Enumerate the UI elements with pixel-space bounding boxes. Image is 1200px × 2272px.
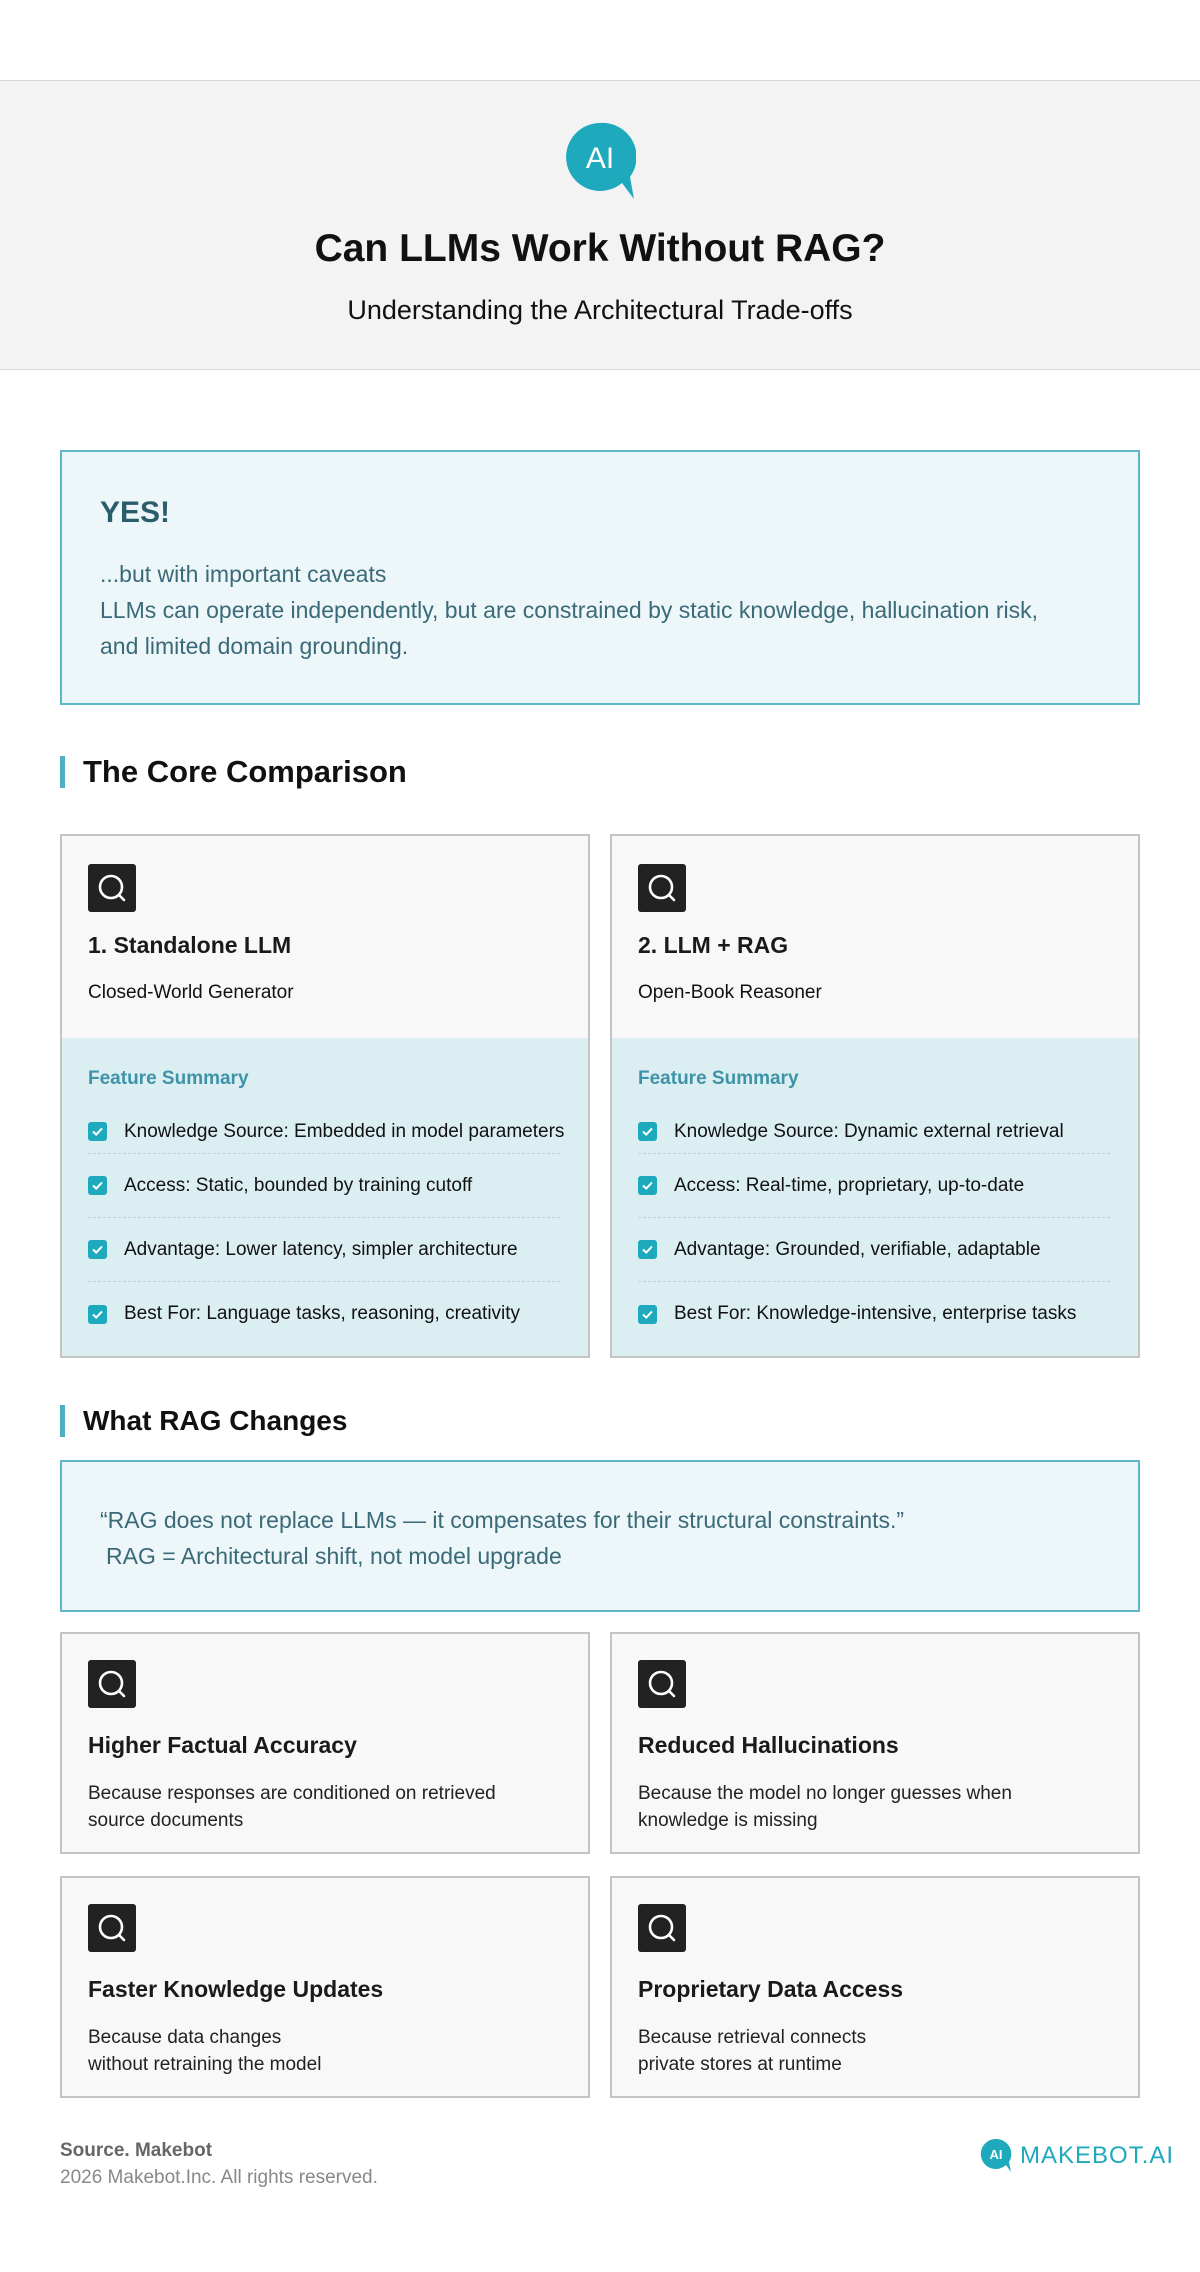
benefit-description-line: Because the model no longer guesses when	[638, 1783, 1012, 1804]
benefit-description	[88, 2024, 558, 2078]
benefit-title: Reduced Hallucinations	[638, 1732, 899, 1758]
footer-source: Source. Makebot	[60, 2140, 213, 2161]
quote-panel	[60, 1460, 1140, 1612]
card-title: 2. LLM + RAG	[638, 932, 789, 958]
feature-text: Knowledge Source: Dynamic external retrieval	[674, 1120, 1064, 1142]
feature-item	[88, 1218, 560, 1282]
feature-text: Best For: Knowledge-intensive, enterprise tasks	[674, 1303, 1077, 1324]
feature-item	[638, 1282, 1110, 1346]
benefit-card-hallucinations	[610, 1632, 1140, 1854]
answer-panel	[60, 450, 1140, 705]
feature-item	[638, 1110, 1110, 1154]
feature-text: Advantage: Lower latency, simpler architecture	[124, 1238, 518, 1260]
feature-summary	[62, 1038, 588, 1356]
benefit-description-line: private stores at runtime	[638, 2054, 842, 2075]
feature-text: Knowledge Source: Embedded in model parameters	[124, 1120, 565, 1142]
benefit-description	[88, 1780, 558, 1834]
feature-item	[88, 1154, 560, 1218]
search-icon	[638, 864, 686, 912]
footer-copyright: 2026 Makebot.Inc. All rights reserved.	[60, 2167, 378, 2188]
checkbox-checked-icon	[88, 1122, 107, 1141]
search-icon	[638, 1660, 686, 1708]
search-icon	[638, 1904, 686, 1952]
feature-text: Access: Real-time, proprietary, up-to-date	[674, 1174, 1025, 1196]
feature-summary-label: Feature Summary	[88, 1068, 249, 1089]
section-title-comparison: The Core Comparison	[60, 756, 407, 788]
brand-logo[interactable]	[980, 2138, 1174, 2174]
page-title: Can LLMs Work Without RAG?	[314, 227, 886, 270]
benefit-description-line: Because data changes	[88, 2027, 282, 2048]
feature-item	[88, 1282, 560, 1346]
answer-line-3: and limited domain grounding.	[100, 633, 409, 659]
card-subtitle: Closed-World Generator	[88, 982, 294, 1003]
benefit-description	[638, 2024, 1108, 2078]
hero-header	[0, 80, 1200, 370]
checkbox-checked-icon	[638, 1240, 657, 1259]
benefit-title: Faster Knowledge Updates	[88, 1976, 384, 2002]
search-icon	[88, 1904, 136, 1952]
quote-line-2: RAG = Architectural shift, not model upgrade	[106, 1543, 562, 1569]
card-title: 1. Standalone LLM	[88, 932, 292, 958]
checkbox-checked-icon	[88, 1176, 107, 1195]
page-subtitle: Understanding the Architectural Trade-offs	[347, 295, 853, 325]
feature-item	[638, 1154, 1110, 1218]
benefit-description-line: knowledge is missing	[638, 1810, 818, 1831]
search-icon	[88, 1660, 136, 1708]
quote-line-1: “RAG does not replace LLMs — it compensates for their structural constraints.”	[100, 1507, 905, 1533]
checkbox-checked-icon	[638, 1305, 657, 1324]
benefit-description-line: without retraining the model	[88, 2054, 322, 2075]
section-title-changes: What RAG Changes	[60, 1405, 347, 1437]
answer-line-1: ...but with important caveats	[100, 561, 387, 587]
feature-item	[88, 1110, 565, 1154]
feature-summary	[612, 1038, 1138, 1356]
benefit-card-accuracy	[60, 1632, 590, 1854]
answer-title: YES!	[100, 496, 171, 529]
search-icon	[88, 864, 136, 912]
benefit-description-line: Because responses are conditioned on retrieved	[88, 1783, 496, 1804]
feature-text: Access: Static, bounded by training cutoff	[124, 1174, 473, 1196]
benefit-title: Higher Factual Accuracy	[88, 1732, 357, 1758]
answer-line-2: LLMs can operate independently, but are constrained by static knowledge, hallucination risk,	[100, 597, 1039, 623]
checkbox-checked-icon	[88, 1240, 107, 1259]
comparison-card-standalone	[60, 834, 590, 1358]
feature-summary-label: Feature Summary	[638, 1068, 799, 1089]
benefit-description-line: source documents	[88, 1810, 244, 1831]
checkbox-checked-icon	[88, 1305, 107, 1324]
ai-speech-bubble-icon	[980, 2138, 1012, 2174]
ai-speech-bubble-icon	[564, 121, 636, 201]
benefit-card-updates	[60, 1876, 590, 2098]
comparison-card-rag	[610, 834, 1140, 1358]
benefit-title: Proprietary Data Access	[638, 1976, 904, 2002]
feature-text: Best For: Language tasks, reasoning, creativity	[124, 1303, 521, 1324]
checkbox-checked-icon	[638, 1122, 657, 1141]
svg-text:AI: AI	[585, 142, 615, 175]
benefit-description-line: Because retrieval connects	[638, 2027, 867, 2048]
benefit-description	[638, 1780, 1108, 1834]
benefit-card-proprietary	[610, 1876, 1140, 2098]
feature-item	[638, 1218, 1110, 1282]
brand-name: MAKEBOT.AI	[1020, 2142, 1175, 2169]
svg-text:AI: AI	[989, 2147, 1003, 2162]
feature-text: Advantage: Grounded, verifiable, adaptable	[674, 1238, 1041, 1260]
checkbox-checked-icon	[638, 1176, 657, 1195]
card-subtitle: Open-Book Reasoner	[638, 982, 822, 1003]
